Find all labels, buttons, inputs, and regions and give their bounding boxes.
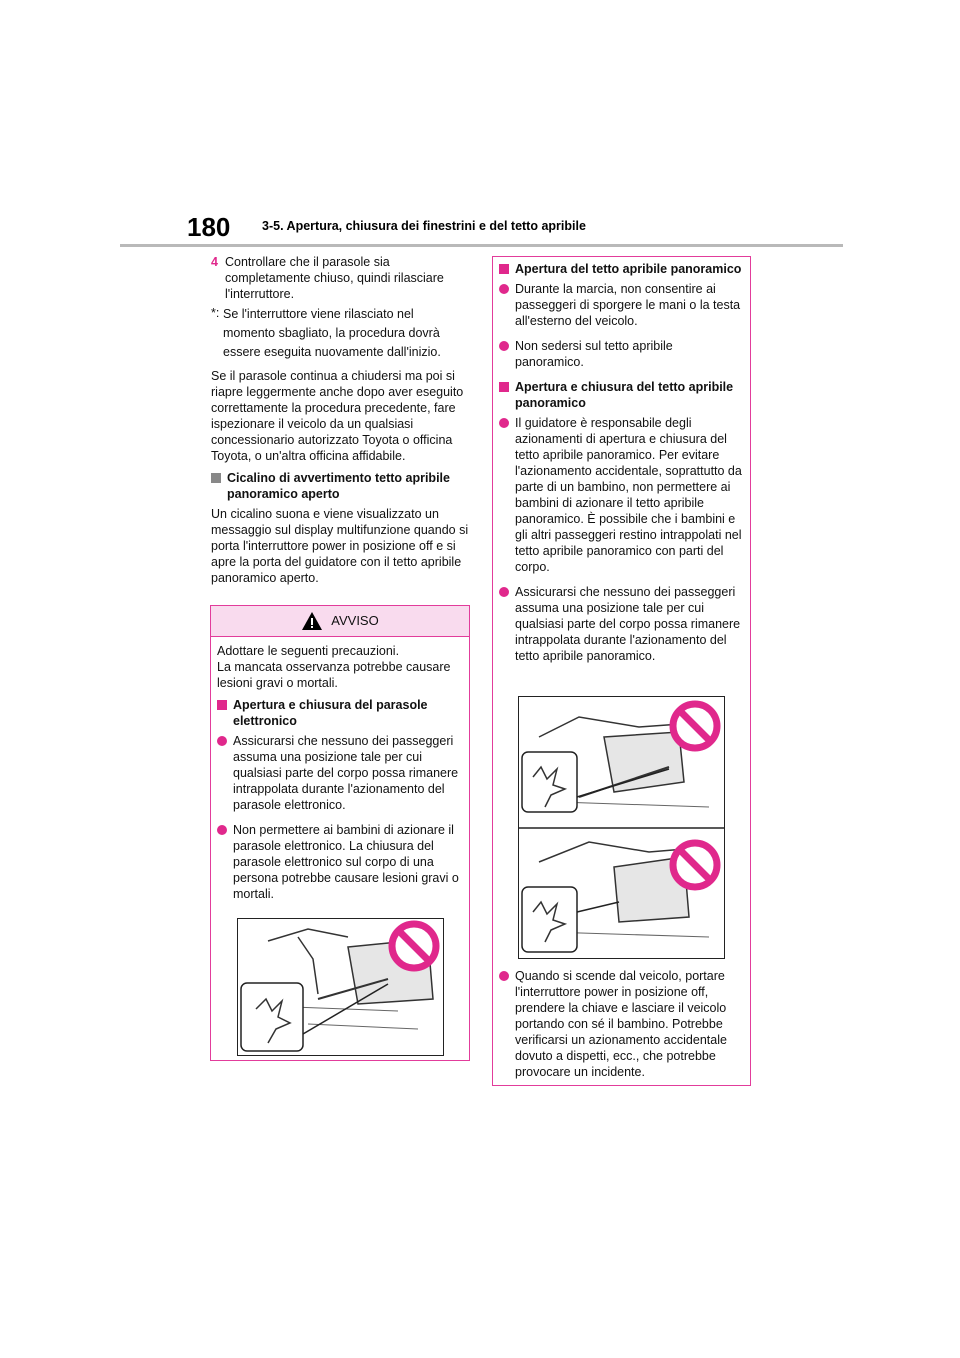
- bullet-text: Quando si scende dal veicolo, portare l'interruttore power in posizione off, prendere la chiave e lasciare il veicolo portando con sé il bambino. Potrebbe verificarsi un azionamento accidentale dovuto a dispetti, ecc., che potrebbe provocare un incidente.: [515, 969, 727, 1079]
- section-heading-buzzer: [211, 470, 469, 502]
- bullet-text: Assicurarsi che nessuno dei passeggeri assuma una posizione tale per cui qualsiasi parte del corpo possa rimanere intrappolata durante l'azionamento del tetto apribile panoramico.: [515, 585, 741, 663]
- warning-header: [211, 606, 469, 637]
- step-text: Controllare che il parasole sia completamente chiuso, quindi rilasciare l'interruttore.: [225, 255, 444, 301]
- warning-intro: Adottare le seguenti precauzioni. La mancata osservanza potrebbe causare lesioni gravi o mortali.: [217, 644, 451, 690]
- right-column-content: [493, 257, 750, 664]
- warning-body: [211, 637, 469, 902]
- heading-text: Apertura del tetto apribile panoramico: [515, 262, 742, 276]
- bullet-dot-icon: [499, 418, 509, 428]
- footnote-text: Se l'interruttore viene rilasciato nel momento sbagliato, la procedura dovrà essere eseguita nuovamente dall'inizio.: [223, 307, 441, 359]
- square-bullet-icon: [499, 382, 509, 392]
- footnote: [211, 305, 469, 362]
- warning-heading-text: Apertura e chiusura del parasole elettronico: [233, 698, 428, 728]
- header-divider: [120, 244, 843, 247]
- page-number: 180: [187, 212, 231, 242]
- step-4: [211, 254, 469, 302]
- bullet-item: [499, 584, 744, 664]
- square-bullet-icon: [499, 264, 509, 274]
- bullet-text: Non sedersi sul tetto apribile panoramico.: [515, 339, 673, 369]
- sunshade-hand-drawing: [238, 919, 443, 1055]
- warning-bullet-text: Assicurarsi che nessuno dei passeggeri assuma una posizione tale per cui qualsiasi parte del corpo possa rimanere intrappolata durante l'azionamento del parasole elettronico.: [233, 734, 459, 812]
- paragraph-inspection: Se il parasole continua a chiudersi ma poi si riapre leggermente anche dopo aver eseguito correttamente la procedura precedente, fare ispezionare il veicolo da un qualsiasi concessionario autorizzato Toyota o officina Toyota, o un'altra officina affidabile.: [211, 369, 464, 463]
- step-number: 4: [211, 255, 218, 269]
- bullet-dot-icon: [217, 736, 227, 746]
- warning-bullet-text: Non permettere ai bambini di azionare il parasole elettronico. La chiusura del parasole elettronico sul corpo di una persona potrebbe causare lesioni gravi o mortali.: [233, 823, 459, 901]
- square-bullet-icon: [211, 473, 221, 483]
- bullet-dot-icon: [499, 971, 509, 981]
- warning-bullet: [217, 733, 461, 813]
- right-bottom-content: [493, 964, 752, 1089]
- square-bullet-icon: [217, 700, 227, 710]
- warning-heading: [217, 697, 461, 729]
- bullet-dot-icon: [499, 284, 509, 294]
- sunshade-illustration: [237, 918, 444, 1056]
- warning-bullet: [217, 822, 461, 902]
- panoramic-roof-hand-drawing: [519, 697, 724, 958]
- bullet-item: [499, 415, 744, 575]
- warning-triangle-icon: [301, 611, 323, 631]
- heading-open-close-roof: [499, 379, 744, 411]
- bullet-item: [499, 281, 744, 329]
- left-column: [211, 254, 469, 592]
- bullet-item: [499, 968, 746, 1080]
- bullet-dot-icon: [217, 825, 227, 835]
- heading-opening-roof: [499, 261, 744, 277]
- section-title: 3-5. Apertura, chiusura dei finestrini e del tetto apribile: [262, 219, 586, 233]
- bullet-item: [499, 338, 744, 370]
- warning-title: AVVISO: [331, 613, 379, 628]
- right-column-box: [492, 256, 751, 1086]
- bullet-dot-icon: [499, 341, 509, 351]
- bullet-text: Durante la marcia, non consentire ai passeggeri di sporgere le mani o la testa all'esterno del veicolo.: [515, 282, 741, 328]
- section-text-buzzer: Un cicalino suona e viene visualizzato un messaggio sul display multifunzione quando si porta l'interruttore power in posizione off e si apre la porta del guidatore con il tetto apribile panoramico aperto.: [211, 507, 469, 585]
- bullet-text: Il guidatore è responsabile degli azionamenti di apertura e chiusura del tetto apribile panoramico. Per evitare l'azionamento accidentale, soprattutto da parte di un bambino, non permettere ai bambini di azionare il tetto apribile panoramico. È possibile che i bambini e gli altri passeggeri restino intrappolati nel tetto apribile panoramico con parti del corpo.: [515, 416, 742, 574]
- footnote-mark: *:: [211, 306, 220, 320]
- bullet-dot-icon: [499, 587, 509, 597]
- heading-text: Apertura e chiusura del tetto apribile panoramico: [515, 380, 734, 410]
- panoramic-roof-illustration: [518, 696, 725, 959]
- section-heading-text: Cicalino di avvertimento tetto apribile panoramico aperto: [227, 471, 450, 501]
